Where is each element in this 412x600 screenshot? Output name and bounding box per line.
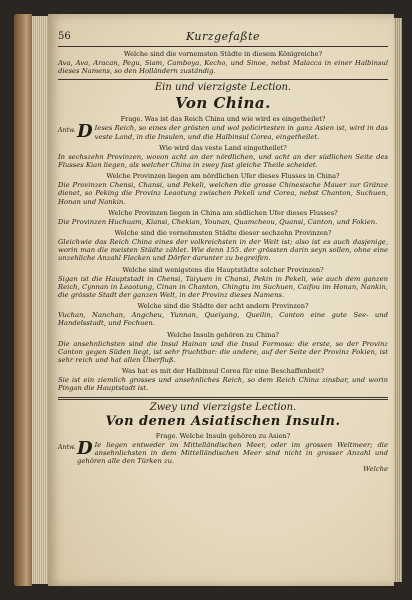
question-line: Welche Insuln gehören zu China? (167, 330, 279, 339)
catchword: Welche (363, 465, 388, 474)
book-cover-edge (14, 14, 32, 586)
question-line: Was hat es mit der Halbinsul Corea für eine Beschaffenheit? (121, 367, 325, 376)
question-line: Welche sind wenigstens die Hauptstädte solcher Provinzen? (122, 265, 324, 274)
running-title: Kurzgefaßte (185, 30, 261, 43)
question-line: Frage. Welche Insuln gehören zu Asien? (155, 431, 291, 440)
question-line: Welche Provinzen liegen am nördlichen Ufer dieses Flusses in China? (106, 172, 340, 181)
answer-paragraph: Ava, Ava, Aracan, Pegu, Siam, Camboya, Kecho, und Sinoe, nebst Malacca in einer Halbinsul dieses Namens, so den Holländern zuständig. (58, 59, 388, 76)
section-divider (58, 397, 388, 400)
answer-block (58, 437, 388, 466)
answer-paragraph: Sie ist ein ziemlich grosses und ansehnliches Reich, so dem Reich China zinsbar, und worin Pingan die Hauptstadt ist. (58, 376, 388, 393)
drop-cap: D (77, 121, 93, 143)
question-line: Welche sind die vornehmsten Städte dieser sechzehn Provinzen? (114, 229, 332, 238)
question-line: Frage. Was ist das Reich China und wie wird es eingetheilet? (120, 115, 326, 124)
answer-block (58, 121, 388, 143)
question-line: Welche sind die vornemsten Städte in diesem Königreiche? (123, 50, 323, 58)
question-line: Wie wird das veste Land eingetheilet? (159, 143, 287, 152)
answer-paragraph: Die Provinzen Huchuam, Kiansi, Chekian, Younan, Quamcheou, Quansi, Canton, und Fokien. (58, 217, 378, 226)
question-line: Welche sind die Städte der acht andern Provinzen? (137, 302, 309, 311)
answer-paragraph: In sechszehn Provinzen, wovon acht an der nördlichen, und acht an der südlichen Seite des Flusses Kian liegen, als welcher China in zwey fast gleiche Theile scheidet. (58, 152, 388, 170)
answer-paragraph: Gleichwie das Reich China eines der volkreichsten in der Welt ist; also ist es auch dasjenige, worin man die meisten Städte zählet. Wie denn 155. der grössten darin seyn sollen, ohne eine unzehliche Anzahl Flecken und Dörfer darunter zu begreifen. (58, 238, 388, 263)
drop-cap: D (77, 437, 93, 459)
text-body (58, 50, 388, 465)
lecture-heading: Zwey und vierzigste Lection. (149, 401, 297, 413)
section-title: Von China. (175, 94, 271, 113)
answer-paragraph: Sigan ist die Hauptstadt in Chensi, Taiyuen in Chansi, Pekin in Pekeli, wie auch dem ganzen Reich, Cynnan in Leaotung, Cinan in Chanton, Chingtu im Suchuen, Caifou im Honan, Nankin, die grösste Stadt der ganzen Welt, in der Provinz dieses Namens. (58, 274, 388, 300)
question-line: Welche Provinzen liegen in China am südlichen Ufer dieses Flusses? (108, 208, 338, 217)
answer-paragraph: Die Provinzen Chensi, Chansi, und Pekeli, welchen die grosse Chinesische Mauer zur Gränze dienet, so Peking die Provinz Leaotung zwischen Pekeli und Corea, nebst Chanton, Suchuen, Honan und Nankin. (58, 181, 388, 206)
left-page-stack (32, 16, 48, 584)
right-page-stack (394, 18, 402, 582)
answer-paragraph: Vuchan, Nanchan, Angcheu, Yunnan, Queiyang, Queilin, Canton eine gute See- und Handelsstadt, und Fochuen. (58, 311, 388, 328)
answer-text: D Ieses Reich, so eines der grösten und wol policirtesten in ganz Asien ist, wird in das veste Land, in die Insulen, und die Halbinsul Corea, eingetheilet. (77, 121, 388, 143)
lecture-heading: Ein und vierzigste Lection. (154, 82, 292, 94)
section-title: Von denen Asiatischen Insuln. (105, 413, 341, 429)
page-header (58, 30, 388, 47)
page-number: 56 (58, 31, 71, 42)
answer-paragraph: Die ansehnlichsten sind die Insul Hainan und die Insul Formosa: die erste, so der Provinz Canton gegen Süden liegt, ist sehr fruchtbar: die andere, auf der Seite der Provinz Fokien, ist sehr reich und hat allen Überfluß. (58, 339, 388, 365)
answer-label: Antw. (58, 127, 76, 135)
answer-text: D Ie liegen entweder im Mittelländischen Meer, oder im grossen Weltmeer; die ansehnlichsten in dem Mittelländischen Meer sind nicht in grosser Anzahl und gehören alle den Türken zu. (77, 437, 388, 466)
section-divider (58, 79, 388, 80)
answer-label: Antw. (58, 443, 76, 451)
page-content (58, 30, 388, 474)
